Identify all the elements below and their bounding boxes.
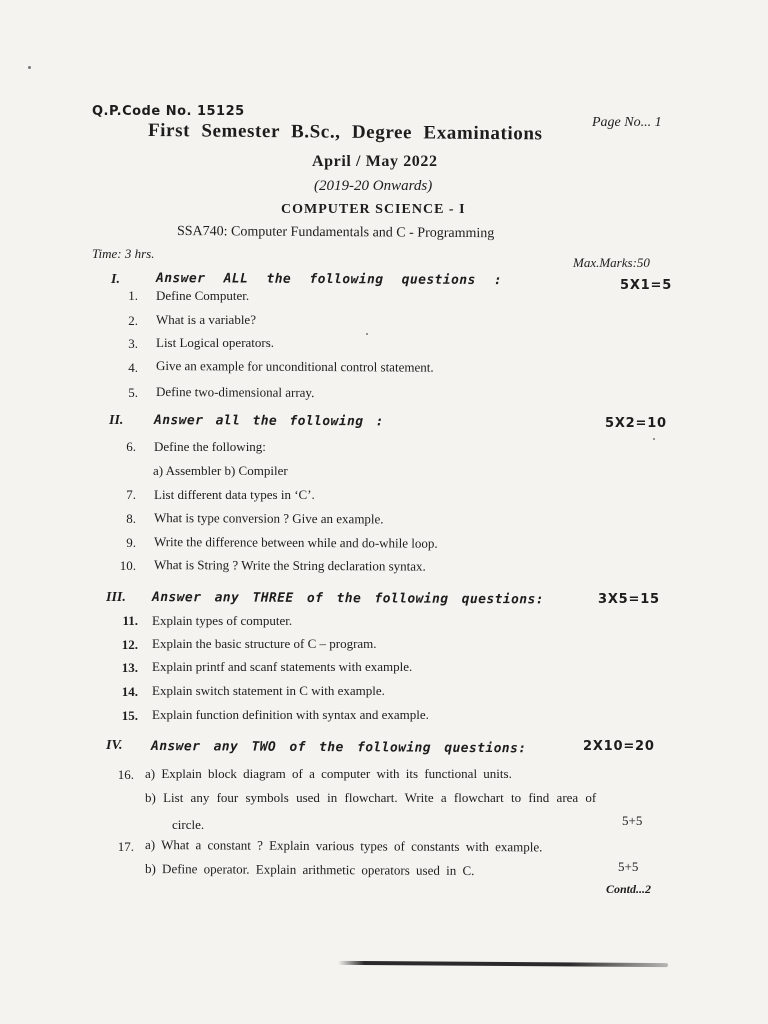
question-subtext: a) Assembler b) Compiler <box>153 463 288 478</box>
question-number: 6. <box>126 439 136 454</box>
question-number: 4. <box>128 360 138 375</box>
question-part-b: b) List any four symbols used in flowchart. Write a flowchart to find area of <box>145 790 597 805</box>
scan-speck <box>28 66 31 69</box>
question-part-b: b) Define operator. Explain arithmetic operators used in C. <box>144 861 475 879</box>
question-text: Define Computer. <box>156 288 250 303</box>
question-text: Give an example for unconditional control statement. <box>155 358 434 375</box>
question-number: 7. <box>126 487 136 502</box>
exam-title: First Semester B.Sc., Degree Examinations <box>147 120 543 145</box>
question-text: Explain switch statement in C with example. <box>152 683 385 698</box>
question-number: 17. <box>117 839 134 854</box>
question-text: List Logical operators. <box>156 335 275 350</box>
page-number: Page No... 1 <box>592 115 662 130</box>
question-number: 5. <box>128 385 138 400</box>
exam-time: Time: 3 hrs. <box>92 246 155 261</box>
section-heading: Answer ALL the following questions : <box>155 271 503 289</box>
question-number: 14. <box>121 684 138 699</box>
qp-code: Q.P.Code No. 15125 <box>92 104 245 119</box>
scheme-onwards: (2019-20 Onwards) <box>314 178 433 194</box>
exam-session: April / May 2022 <box>312 153 438 170</box>
question-number: 10. <box>119 558 136 573</box>
subject-title: COMPUTER SCIENCE - I <box>281 202 466 217</box>
section-numeral: III. <box>106 590 126 605</box>
question-text: What is String ? Write the String declaration syntax. <box>153 557 426 574</box>
section-numeral: II. <box>109 413 124 428</box>
question-number: 12. <box>121 637 138 652</box>
question-marks: 5+5 <box>622 813 643 828</box>
question-number: 2. <box>128 313 138 328</box>
section-marks: 5X2=10 <box>605 416 667 431</box>
question-number: 13. <box>121 660 138 675</box>
question-text: Write the difference between while and do-while loop. <box>153 534 438 551</box>
section-heading: Answer all the following : <box>153 413 384 430</box>
question-part-a: a) What a constant ? Explain various types of constants with example. <box>144 837 543 855</box>
scan-speck <box>366 333 368 335</box>
section-marks: 5X1=5 <box>620 278 673 293</box>
paper-title: SSA740: Computer Fundamentals and C - Programming <box>176 224 495 242</box>
question-text: Define the following: <box>154 439 266 454</box>
question-number: 1. <box>128 288 138 303</box>
scan-speck <box>653 438 655 440</box>
question-text: Explain the basic structure of C – program. <box>152 636 377 651</box>
max-marks: Max.Marks:50 <box>573 255 650 270</box>
question-number: 3. <box>128 336 138 351</box>
section-heading: Answer any THREE of the following questions: <box>151 590 545 608</box>
question-marks: 5+5 <box>618 859 639 874</box>
question-number: 15. <box>121 708 138 723</box>
question-text: List different data types in ‘C’. <box>154 487 315 502</box>
question-part-b-continued: circle. <box>172 817 205 832</box>
section-marks: 2X10=20 <box>583 739 655 754</box>
question-text: What is type conversion ? Give an example. <box>153 510 384 527</box>
section-heading: Answer any TWO of the following questions: <box>150 739 527 757</box>
question-number: 11. <box>122 613 138 628</box>
section-numeral: I. <box>111 272 120 287</box>
continued-note: Contd...2 <box>606 882 652 896</box>
question-part-a: a) Explain block diagram of a computer with its functional units. <box>145 766 512 781</box>
section-marks: 3X5=15 <box>598 592 660 607</box>
bottom-rule <box>338 961 668 967</box>
question-text: What is a variable? <box>156 312 256 327</box>
question-number: 9. <box>126 535 136 550</box>
question-number: 16. <box>117 767 134 782</box>
question-text: Define two-dimensional array. <box>155 384 315 400</box>
question-text: Explain printf and scanf statements with example. <box>152 659 413 674</box>
question-text: Explain function definition with syntax and example. <box>152 707 429 722</box>
question-text: Explain types of computer. <box>152 613 293 628</box>
section-numeral: IV. <box>106 738 123 753</box>
question-number: 8. <box>126 511 136 526</box>
